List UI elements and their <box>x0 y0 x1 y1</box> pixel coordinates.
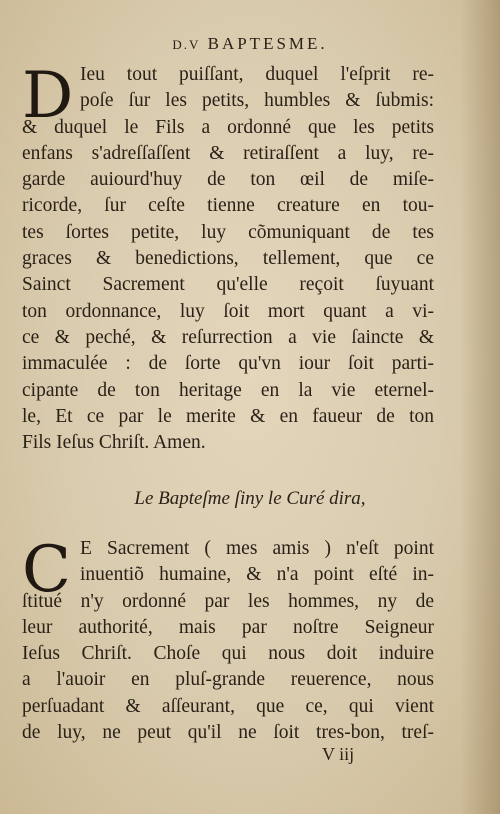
exhortation-line: leur authorité, mais par noſtre Seigneur <box>22 616 434 638</box>
prayer-line: ce & peché, & reſurrection a vie ſaincte & <box>22 326 434 348</box>
prayer-line: ton ordonnance, luy ſoit mort quant a vi- <box>22 300 434 322</box>
prayer-paragraph <box>22 59 434 456</box>
exhortation-paragraph <box>22 533 434 746</box>
exhortation-line: de luy, ne peut qu'il ne ſoit tres-bon, treſ- <box>22 722 434 744</box>
rubric-caption: Le Bapteſme ſiny le Curé dira, <box>134 488 366 509</box>
exhortation-line: a l'auoir en pluſ-grande reuerence, nous <box>22 669 434 691</box>
drop-cap-d: D <box>22 59 74 133</box>
prayer-line: Ieu tout puiſſant, duquel l'eſprit re- <box>80 64 434 85</box>
drop-cap-c: C <box>22 533 71 607</box>
running-header <box>0 34 500 54</box>
header-prefix: D.V <box>172 37 201 52</box>
prayer-line: enfans s'adreſſaſſent & retiraſſent a luy, re- <box>22 142 434 164</box>
signature-mark: V iij <box>322 744 355 764</box>
header-title: BAPTESME. <box>207 34 328 53</box>
prayer-line: & duquel le Fils a ordonné que les petits <box>22 116 434 138</box>
prayer-line: immaculée : de ſorte qu'vn iour ſoit parti- <box>22 353 434 375</box>
prayer-line: garde auiourd'huy de ton œil de miſe- <box>22 169 434 191</box>
exhortation-line: ſtitué n'y ordonné par les hommes, ny de <box>22 590 434 612</box>
prayer-line: ricorde, ſur ceſte tienne creature en tou- <box>22 195 434 217</box>
prayer-line: cipante de ton heritage en la vie eternel- <box>22 379 434 401</box>
prayer-line: tes ſortes petite, luy cõmuniquant de tes <box>22 221 434 243</box>
exhortation-line: perſuadant & aſſeurant, que ce, qui vient <box>22 695 434 717</box>
prayer-line: graces & benedictions, tellement, que ce <box>22 248 434 270</box>
exhortation-line: E Sacrement ( mes amis ) n'eſt point <box>80 538 434 559</box>
prayer-line: poſe ſur les petits, humbles & ſubmis: <box>80 90 434 112</box>
prayer-line: Fils Ieſus Chriſt. Amen. <box>22 432 206 454</box>
prayer-line: le, Et ce par le merite & en faueur de ton <box>22 405 434 427</box>
prayer-line: Sainct Sacrement qu'elle reçoit ſuyuant <box>22 274 434 296</box>
exhortation-line: Ieſus Chriſt. Choſe qui nous doit induire <box>22 643 434 665</box>
exhortation-line: inuentiõ humaine, & n'a point eſté in- <box>80 564 434 586</box>
